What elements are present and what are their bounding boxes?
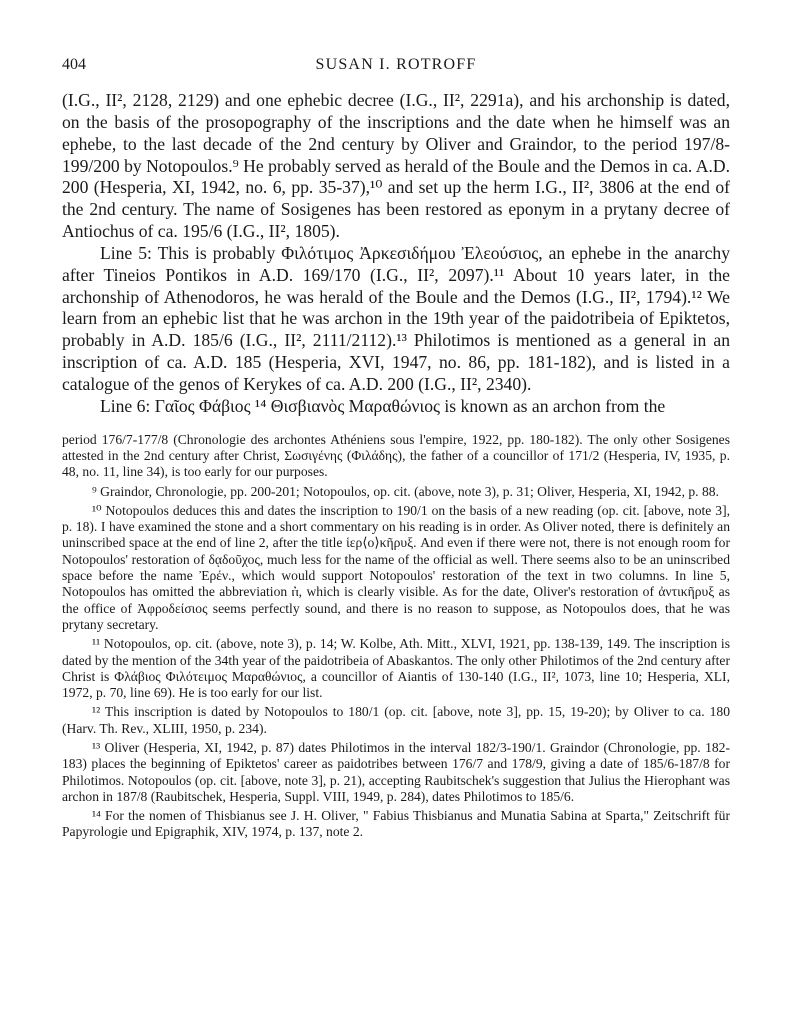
footnote-9: ⁹ Graindor, Chronologie, pp. 200-201; Notopoulos, op. cit. (above, note 3), p. 31; Oliver, Hesperia, XI, 1942, p. 88.: [92, 483, 719, 499]
footnote-11: ¹¹ Notopoulos, op. cit. (above, note 3), p. 14; W. Kolbe, Ath. Mitt., XLVI, 1921, pp. 138-139, 149. The inscription is dated by the mention of the 34th year of the paidotribeia of Abaskantos. The only other Philotimos of the 2nd century after Christ is Φλάβιος Φιλότειμος Μαραθώνιος, a councillor of Aiantis of 130-140 (I.G., II², 1073, line 10; Hesperia, XLI, 1972, p. 70, line 69). He is too early for our list.: [62, 636, 730, 701]
footnote-13: ¹³ Oliver (Hesperia, XI, 1942, p. 87) dates Philotimos in the interval 182/3-190/1. Graindor (Chronologie, pp. 182-183) places the beginning of Epiktetos' career as paidotribes between 176/7 and 178/9, giving a date of 185/6-187/8 for Philotimos. Notopoulos (op. cit. [above, note 3], p. 21), accepting Raubitschek's suggestion that Julius the Hierophant was archon in 187/8 (Raubitschek, Hesperia, Suppl. VIII, 1949, p. 284), dates Philotimos to 185/6.: [62, 740, 730, 804]
page: [62, 56, 730, 841]
footnote-10: ¹⁰ Notopoulos deduces this and dates the inscription to 190/1 on the basis of a new reading (op. cit. [above, note 3], p. 18). I have examined the stone and a short commentary on his reading is in order. As Oliver noted, there is definitely an uninscribed space at the end of line 2, after the title ἱερ⟨ο⟩κῆρυξ. And even if there were not, there is not enough room for Notopoulos' restoration of δᾳδοῦχος, much less for the name of the official as well. There seems also to be an uninscribed space before the name Ἐρέν., which would support Notopoulos' restoration of the text in two columns. In line 5, Notopoulos has omitted the abbreviation ⲡ̓, which is clearly visible. As for the date, Oliver's restoration of ἀντικῆρυξ as the office of Ἀφροδείσιος seems perfectly sound, and there is no reason to suppose, as Notopoulos does, that he was prytany secretary.: [62, 502, 730, 632]
footnote-12: ¹² This inscription is dated by Notopoulos to 180/1 (op. cit. [above, note 3], pp. 15, 19-20); by Oliver to ca. 180 (Harv. Th. Rev., XLIII, 1950, p. 234).: [62, 704, 730, 736]
page-number: 404: [62, 56, 86, 73]
page-header: [62, 56, 730, 82]
footnote-14: ¹⁴ For the nomen of Thisbianus see J. H. Oliver, " Fabius Thisbianus and Munatia Sabina at Sparta," Zeitschrift für Papyrologie und Epigraphik, XIV, 1974, p. 137, note 2.: [62, 808, 730, 840]
footnotes: [62, 432, 730, 841]
paragraph-sosigenes: (I.G., II², 2128, 2129) and one ephebic decree (I.G., II², 2291a), and his archonship is dated, on the basis of the prosopography of the inscriptions and the date when he himself was an ephebe, to the last decade of the 2nd century by Oliver and Graindor, to the period 197/8-199/200 by Notopoulos.⁹ He probably served as herald of the Boule and the Demos in ca. A.D. 200 (Hesperia, XI, 1942, no. 6, pp. 35-37),¹⁰ and set up the herm I.G., II², 3806 at the end of the 2nd century. The name of Sosigenes has been restored as eponym in a prytany decree of Antiochus of ca. 195/6 (I.G., II², 1805).: [62, 90, 730, 242]
running-head: SUSAN I. ROTROFF: [315, 56, 477, 73]
paragraph-line-5: Line 5: This is probably Φιλότιμος Ἀρκεσιδήμου Ἐλεούσιος, an ephebe in the anarchy after Tineios Pontikos in A.D. 169/170 (I.G., II², 2097).¹¹ About 10 years later, in the archonship of Athenodoros, he was herald of the Boule and the Demos (I.G., II², 1794).¹² We learn from an ephebic list that he was archon in the 19th year of the paidotribeia of Epiktetos, probably in A.D. 185/6 (I.G., II², 2111/2112).¹³ Philotimos is mentioned as a general in an inscription of ca. A.D. 185 (Hesperia, XVI, 1947, no. 86, pp. 181-182), and is listed in a catalogue of the genos of Kerykes of ca. A.D. 200 (I.G., II², 2340).: [62, 242, 730, 394]
paragraph-line-6: Line 6: Γαῖος Φάβιος ¹⁴ Θισβιανὸς Μαραθώνιος is known as an archon from the: [100, 395, 666, 416]
footnote-continuation: period 176/7-177/8 (Chronologie des archontes Athéniens sous l'empire, 1922, pp. 180-182). The only other Sosigenes attested in the 2nd century after Christ, Σωσιγένης (Φιλάδης), the father of a councillor of 171/2 (Hesperia, IV, 1935, p. 48, no. 11, line 34), is too early for our purposes.: [62, 431, 730, 480]
main-text: [62, 90, 730, 418]
